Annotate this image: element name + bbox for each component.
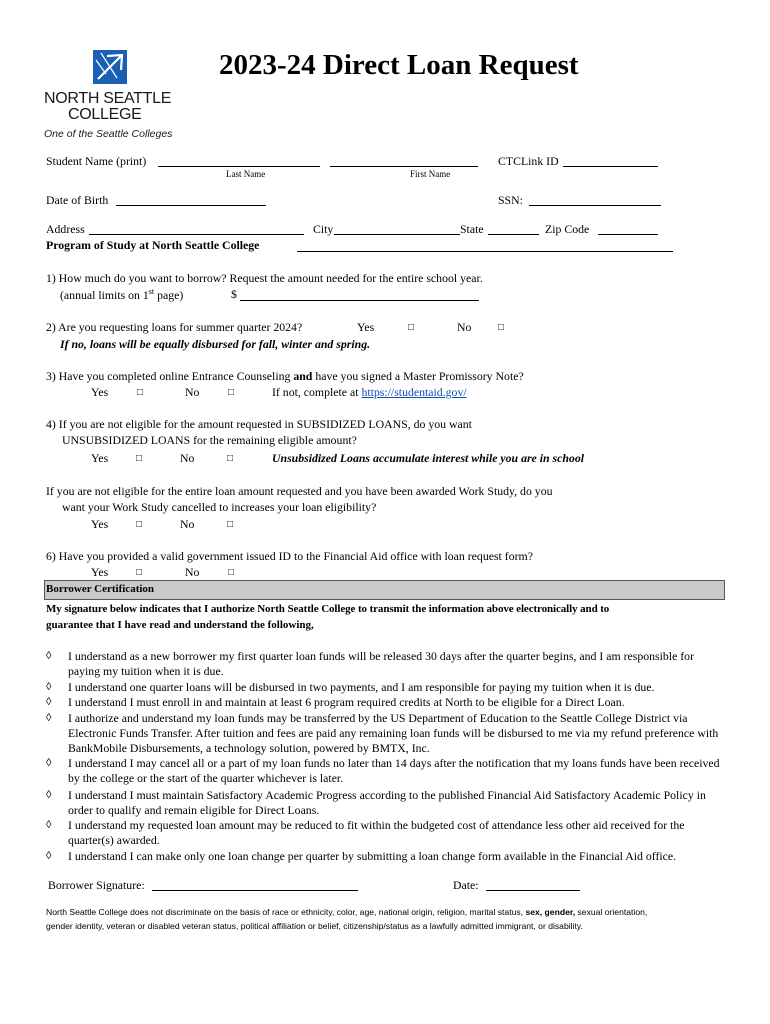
first-name-caption: First Name bbox=[410, 169, 451, 179]
amount-line[interactable] bbox=[240, 300, 479, 301]
q1-text: 1) How much do you want to borrow? Request the amount needed for the entire school year. bbox=[46, 271, 483, 285]
list-item: I authorize and understand my loan funds may be transferred by the US Department of Education to the Seattle College District via Electronic Funds Transfer. After tuition and fees are paid any remaining loan funds will be disbursed to me via my refund preference with BankMobile Disbursements, a technology solution, powered by BMTX, Inc. bbox=[68, 711, 719, 756]
address-label: Address bbox=[46, 222, 85, 236]
zip-label: Zip Code bbox=[545, 222, 590, 236]
q1-sup: st bbox=[148, 287, 155, 296]
list-bullet: ◊ bbox=[46, 789, 52, 801]
list-bullet: ◊ bbox=[46, 850, 52, 862]
city-label: City bbox=[313, 222, 334, 236]
borrower-signature-label: Borrower Signature: bbox=[48, 878, 145, 892]
address-line[interactable] bbox=[89, 234, 304, 235]
ssn-label: SSN: bbox=[498, 193, 523, 207]
state-label: State bbox=[460, 222, 484, 236]
q3-text bbox=[46, 369, 524, 384]
q3-ifnot bbox=[272, 385, 467, 400]
certification-intro-line2: guarantee that I have read and understand the following, bbox=[46, 619, 314, 631]
zip-line[interactable] bbox=[598, 234, 658, 235]
q4-note: Unsubsidized Loans accumulate interest while you are in school bbox=[272, 451, 584, 465]
q4-text-line2: UNSUBSIDIZED LOANS for the remaining eligible amount? bbox=[62, 433, 357, 447]
list-bullet: ◊ bbox=[46, 650, 52, 662]
q3-yes-checkbox[interactable]: □ bbox=[137, 387, 144, 398]
q3-no-label: No bbox=[185, 385, 200, 399]
q4-yes-label: Yes bbox=[91, 451, 109, 465]
footer-line1-post: sexual orientation, bbox=[575, 907, 648, 917]
certification-header: Borrower Certification bbox=[46, 583, 155, 595]
q5-text-line2: want your Work Study cancelled to increases your loan eligibility? bbox=[62, 500, 377, 514]
ctclink-line[interactable] bbox=[563, 166, 658, 167]
q6-no-label: No bbox=[185, 565, 200, 579]
q3-text-and: and bbox=[293, 369, 313, 383]
footer-line2: gender identity, veteran or disabled veteran status, political affiliation or belief, citizenship/status as a lawfully admitted immigrant, or disability. bbox=[46, 921, 583, 931]
q5-yes-checkbox[interactable]: □ bbox=[136, 519, 143, 530]
logo-name-line2: COLLEGE bbox=[68, 106, 142, 123]
last-name-line[interactable] bbox=[158, 166, 320, 167]
q4-text-line1: 4) If you are not eligible for the amount requested in SUBSIDIZED LOANS, do you want bbox=[46, 417, 472, 431]
program-label: Program of Study at North Seattle College bbox=[46, 238, 260, 252]
footer-line1-pre: North Seattle College does not discriminate on the basis of race or ethnicity, color, age, national origin, religion, marital status, bbox=[46, 907, 526, 917]
list-item: I understand I may cancel all or a part of my loan funds no later than 14 days after the notification that my loans funds have been received by the college or the start of the quarter whichever is later. bbox=[68, 756, 720, 786]
q4-no-label: No bbox=[180, 451, 195, 465]
logo-name-line1: NORTH SEATTLE bbox=[44, 90, 172, 107]
list-bullet: ◊ bbox=[46, 712, 52, 724]
list-bullet: ◊ bbox=[46, 757, 52, 769]
q2-no-checkbox[interactable]: □ bbox=[498, 322, 505, 333]
dob-line[interactable] bbox=[116, 205, 266, 206]
date-label: Date: bbox=[453, 878, 479, 892]
signature-line[interactable] bbox=[152, 890, 358, 891]
date-line[interactable] bbox=[486, 890, 580, 891]
list-bullet: ◊ bbox=[46, 681, 52, 693]
q3-text-post: have you signed a Master Promissory Note? bbox=[312, 369, 524, 383]
q4-yes-checkbox[interactable]: □ bbox=[136, 453, 143, 464]
q2-yes-label: Yes bbox=[357, 320, 375, 334]
q4-no-checkbox[interactable]: □ bbox=[227, 453, 234, 464]
q3-text-pre: 3) Have you completed online Entrance Counseling bbox=[46, 369, 294, 383]
q3-yes-label: Yes bbox=[91, 385, 109, 399]
student-name-label bbox=[46, 154, 146, 169]
last-name-caption: Last Name bbox=[226, 169, 266, 179]
state-line[interactable] bbox=[488, 234, 539, 235]
studentaid-link[interactable]: https://studentaid.gov/ bbox=[361, 385, 467, 399]
footer-line1 bbox=[46, 907, 647, 917]
certification-intro-line1: My signature below indicates that I authorize North Seattle College to transmit the information above electronically and to bbox=[46, 603, 610, 615]
student-name-text: Student Name (print) bbox=[46, 154, 147, 168]
q3-no-checkbox[interactable]: □ bbox=[228, 387, 235, 398]
first-name-line[interactable] bbox=[330, 166, 478, 167]
list-item: I understand I must enroll in and maintain at least 6 program required credits at North to be eligible for a Direct Loan. bbox=[68, 695, 625, 709]
list-item: I understand my requested loan amount may be reduced to fit within the budgeted cost of attendance less other aid received for the quarter(s) awarded. bbox=[68, 818, 685, 848]
ssn-line[interactable] bbox=[529, 205, 661, 206]
program-line[interactable] bbox=[297, 251, 673, 252]
q1-limits bbox=[60, 287, 183, 303]
q3-ifnot-text: If not, complete at bbox=[272, 385, 362, 399]
q6-text: 6) Have you provided a valid government issued ID to the Financial Aid office with loan request form? bbox=[46, 549, 533, 563]
q5-no-checkbox[interactable]: □ bbox=[227, 519, 234, 530]
list-item: I understand I must maintain Satisfactory Academic Progress according to the published Financial Aid Satisfactory Academic Policy in order to qualify and remain eligible for Direct Loans. bbox=[68, 788, 706, 818]
dob-label: Date of Birth bbox=[46, 193, 109, 207]
list-bullet: ◊ bbox=[46, 696, 52, 708]
q1-limits-post: page) bbox=[154, 287, 184, 302]
q5-yes-label: Yes bbox=[91, 517, 109, 531]
logo-tagline: One of the Seattle Colleges bbox=[44, 128, 173, 140]
list-item: I understand as a new borrower my first quarter loan funds will be released 30 days after the quarter begins, and I am responsible for paying my tuition when it is due. bbox=[68, 649, 695, 679]
q2-yes-checkbox[interactable]: □ bbox=[408, 322, 415, 333]
list-bullet: ◊ bbox=[46, 819, 52, 831]
ctclink-label: CTCLink ID bbox=[498, 154, 559, 168]
q6-yes-checkbox[interactable]: □ bbox=[136, 567, 143, 578]
q1-dollar: $ bbox=[231, 287, 237, 301]
q6-yes-label: Yes bbox=[91, 565, 109, 579]
city-line[interactable] bbox=[334, 234, 460, 235]
q6-no-checkbox[interactable]: □ bbox=[228, 567, 235, 578]
page-title: 2023-24 Direct Loan Request bbox=[219, 49, 579, 81]
q2-no-label: No bbox=[457, 320, 472, 334]
q5-text-line1: If you are not eligible for the entire loan amount requested and you have been awarded Work Study, do you bbox=[46, 484, 553, 498]
q2-note: If no, loans will be equally disbursed for fall, winter and spring. bbox=[60, 337, 371, 351]
compass-logo-icon bbox=[93, 50, 127, 84]
list-item: I understand I can make only one loan change per quarter by submitting a loan change form available in the Financial Aid office. bbox=[68, 849, 677, 863]
footer-line1-bold: sex, gender, bbox=[525, 907, 576, 917]
list-item: I understand one quarter loans will be disbursed in two payments, and I am responsible for paying my tuition when it is due. bbox=[68, 680, 655, 694]
q5-no-label: No bbox=[180, 517, 195, 531]
q1-limits-pre: (annual limits on 1 bbox=[60, 287, 149, 302]
q2-text: 2) Are you requesting loans for summer quarter 2024? bbox=[46, 320, 303, 334]
